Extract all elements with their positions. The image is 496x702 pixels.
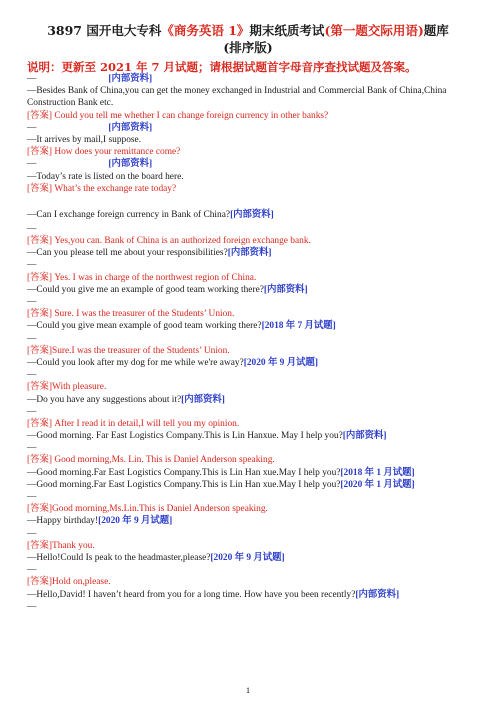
source-tag: [2020 年 9 月试题] xyxy=(98,516,173,527)
source-tag: [内部资料] xyxy=(263,284,308,295)
question-text: —Could you give me an example of good team working there? xyxy=(27,284,264,295)
question-text: —Can you please tell me about your responsibilities? xyxy=(27,248,228,259)
question-line xyxy=(27,158,477,170)
question-text: — xyxy=(27,74,37,84)
answer-text: [答案] How does your remittance come? xyxy=(27,147,181,158)
source-tag: [内部资料] xyxy=(108,122,153,133)
answer-line xyxy=(27,272,477,284)
question-line xyxy=(27,320,477,332)
source-tag: [内部资料] xyxy=(342,431,387,442)
answer-line xyxy=(27,418,477,430)
answer-text: [答案]Thank you. xyxy=(27,540,95,551)
question-text: —Good morning.Far East Logistics Company.This is Lin Han xue.May I help you? xyxy=(27,467,341,478)
source-tag: [内部资料] xyxy=(355,589,400,600)
question-line xyxy=(27,296,477,308)
page-number: 1 xyxy=(246,686,250,695)
question-text: — xyxy=(27,492,37,503)
question-line xyxy=(27,73,477,85)
question-list xyxy=(27,73,477,613)
question-text: —Good morning. Far East Logistics Company.This is Lin Hanxue. May I help you? xyxy=(27,431,343,442)
question-text: — xyxy=(27,122,37,133)
source-tag: [内部资料] xyxy=(227,248,272,259)
question-line xyxy=(27,369,477,381)
question-line xyxy=(27,491,477,503)
question-line xyxy=(27,589,477,601)
question-text: —Besides Bank of China,you can get the money exchanged in Industrial and Commercial Bank of China,China Construction Bank etc. xyxy=(27,86,447,109)
question-line xyxy=(27,134,477,146)
question-text: —Hello,David! I haven’t heard from you for a long time. How have you been recently? xyxy=(27,589,356,600)
question-text: —Could you look after my dog for me while we're away? xyxy=(27,357,244,368)
title-part-b: 《商务英语 1》 xyxy=(161,23,250,38)
question-line xyxy=(27,430,477,442)
question-line xyxy=(27,528,477,540)
question-line xyxy=(27,467,477,479)
note-text: 说明：更新至 2021 年 7 月试题；请根据试题首字母音序查找试题及答案。 xyxy=(27,60,417,74)
answer-line xyxy=(27,381,477,393)
answer-text: [答案] Yes,you can. Bank of China is an authorized foreign exchange bank. xyxy=(27,236,311,247)
answer-text: [答案] Could you tell me whether I can change foreign currency in other banks? xyxy=(27,110,329,121)
title-part-e: 题库 xyxy=(423,23,449,38)
answer-line xyxy=(27,183,477,195)
question-line xyxy=(27,357,477,369)
question-text: —Hello!Could Is peak to the headmaster,please? xyxy=(27,552,211,563)
answer-line xyxy=(27,308,477,320)
page-subtitle xyxy=(0,40,496,55)
question-text: — xyxy=(27,528,37,539)
answer-text: [答案] Yes. I was in charge of the northwest region of China. xyxy=(27,272,257,283)
page-title xyxy=(0,23,496,38)
question-line xyxy=(27,247,477,259)
question-line xyxy=(27,122,477,134)
source-tag: [内部资料] xyxy=(108,74,153,84)
question-line xyxy=(27,394,477,406)
question-text: —Could you give mean example of good team working there? xyxy=(27,321,262,332)
question-text: — xyxy=(27,223,37,234)
question-text: —It arrives by mail,I suppose. xyxy=(27,134,142,145)
answer-text: [答案]With pleasure. xyxy=(27,382,107,393)
source-tag: [2020 年 1 月试题] xyxy=(340,479,415,490)
source-tag: [2020 年 9 月试题] xyxy=(243,357,318,368)
source-tag: [2020 年 9 月试题] xyxy=(210,552,285,563)
question-text: — xyxy=(27,601,37,612)
answer-line xyxy=(27,235,477,247)
answer-line xyxy=(27,345,477,357)
answer-text: [答案] After I read it in detail,I will tell you my opinion. xyxy=(27,418,240,429)
question-text: — xyxy=(27,297,37,308)
question-text: — xyxy=(27,260,37,271)
question-line xyxy=(27,171,477,183)
source-tag: [2018 年 7 月试题] xyxy=(261,321,336,332)
answer-line xyxy=(27,146,477,158)
answer-line xyxy=(27,576,477,588)
question-text: —Can I exchange foreign currency in Bank of China? xyxy=(27,209,231,220)
question-text: —Today’s rate is listed on the board here. xyxy=(27,171,184,182)
question-text: — xyxy=(27,370,37,381)
answer-text: [答案] Good morning,Ms. Lin. This is Daniel Anderson speaking. xyxy=(27,455,275,466)
question-text: —Happy birthday! xyxy=(27,516,99,527)
question-line xyxy=(27,479,477,491)
question-text: — xyxy=(27,333,37,344)
question-line xyxy=(27,195,477,223)
answer-text: [答案] What’s the exchange rate today? xyxy=(27,183,177,194)
question-line xyxy=(27,515,477,527)
question-line xyxy=(27,85,477,109)
answer-text: [答案] Sure. I was the treasurer of the Students’ Union. xyxy=(27,309,235,320)
answer-text: [答案]Good morning,Ms.Lin.This is Daniel Anderson speaking. xyxy=(27,504,268,515)
question-line xyxy=(27,601,477,613)
answer-line xyxy=(27,454,477,466)
title-part-d: (第一题交际用语) xyxy=(324,23,424,38)
source-tag: [内部资料] xyxy=(181,394,225,405)
answer-line xyxy=(27,503,477,515)
source-tag: [内部资料] xyxy=(108,159,153,170)
question-text: — xyxy=(27,565,37,576)
question-line xyxy=(27,284,477,296)
question-text: — xyxy=(27,159,37,170)
answer-line xyxy=(27,110,477,122)
question-line xyxy=(27,442,477,454)
question-line xyxy=(27,223,477,235)
answer-text: [答案]Sure.I was the treasurer of the Students’ Union. xyxy=(27,345,230,356)
source-tag: [内部资料] xyxy=(230,209,274,220)
answer-text: [答案]Hold on,please. xyxy=(27,577,111,588)
question-line xyxy=(27,259,477,271)
title-part-c: 期末纸质考试 xyxy=(249,23,325,38)
question-line xyxy=(27,406,477,418)
question-text: — xyxy=(27,443,37,454)
question-text: — xyxy=(27,406,37,417)
question-text: —Good morning.Far East Logistics Company.This is Lin Han xue.May I help you? xyxy=(27,479,341,490)
question-line xyxy=(27,552,477,564)
question-line xyxy=(27,564,477,576)
question-line xyxy=(27,333,477,345)
answer-line xyxy=(27,540,477,552)
title-part-a: 国开电大专科 xyxy=(86,23,162,38)
source-tag: [2018 年 1 月试题] xyxy=(340,467,415,478)
title-number: 3897 xyxy=(47,23,82,38)
question-text: —Do you have any suggestions about it? xyxy=(27,394,182,405)
subtitle-text: (排序版) xyxy=(223,40,273,55)
